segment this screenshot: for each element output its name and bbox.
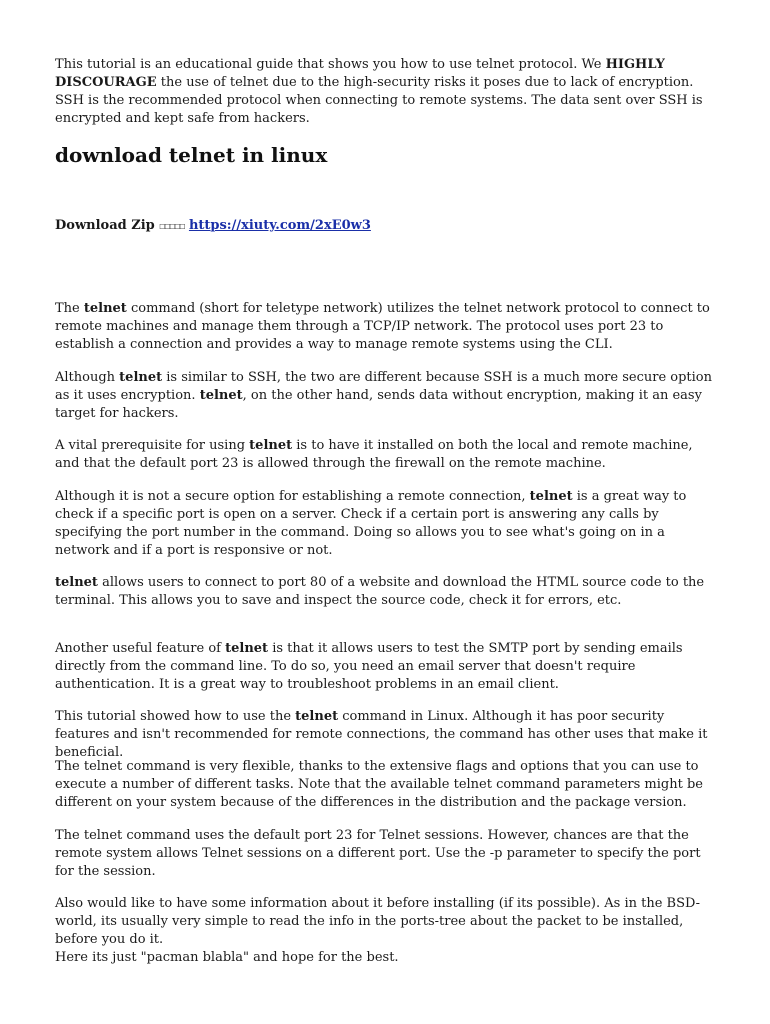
page-title: download telnet in linux xyxy=(55,143,328,167)
download-line xyxy=(55,217,720,236)
paragraph-flexibility: The telnet command is very flexible, thanks to the extensive flags and options that you can use to execute a number of different tasks. Note that the available telnet command parameters might be different on your system because of the differences in the distribution and the package version. xyxy=(55,759,703,810)
paragraph-telnet-intro: The telnet command (short for teletype network) utilizes the telnet network protocol to connect to remote machines and manage them through a TCP/IP network. The protocol uses port 23 to establish a connection and provides a way to manage remote systems using the CLI. xyxy=(55,301,710,352)
paragraph-summary: This tutorial showed how to use the telnet command in Linux. Although it has poor security features and isn't recommended for remote connections, the command has other uses that make it beneficial. xyxy=(55,709,708,760)
download-link[interactable]: https://xiuty.com/2xE0w3 xyxy=(188,218,371,233)
intro-emphasis: HIGHLY DISCOURAGE xyxy=(55,57,665,90)
paragraph-comment xyxy=(55,895,720,967)
paragraph-port-80: telnet allows users to connect to port 80 of a website and download the HTML source code to the terminal. This allows you to save and inspect the source code, check it for errors, etc. xyxy=(55,575,705,608)
paragraph-port-check: Although it is not a secure option for establishing a remote connection, telnet is a great way to check if a specific port is open on a server. Check if a certain port is answering any calls by specifying the port number in the command. Doing so allows you to see what's going on in a network and if a port is responsive or not. xyxy=(55,489,687,558)
paragraph-smtp: Another useful feature of telnet is that it allows users to test the SMTP port by sending emails directly from the command line. To do so, you need an email server that doesn't require authentication. It is a great way to troubleshoot problems in an email client. xyxy=(55,641,683,692)
comment-text-last: Here its just "pacman blabla" and hope for the best. xyxy=(55,950,399,965)
intro-paragraph xyxy=(55,56,720,128)
paragraph-prerequisite: A vital prerequisite for using telnet is to have it installed on both the local and remote machine, and that the default port 23 is allowed through the firewall on the remote machine. xyxy=(55,438,693,471)
intro-text-continued: the use of telnet due to the high-security risks it poses due to lack of encryption. SSH is the recommended protocol when connecting to remote systems. The data sent over SSH is encrypted and kept safe from hackers. xyxy=(55,75,703,126)
intro-text: This tutorial is an educational guide that shows you how to use telnet protocol. We xyxy=(55,57,606,72)
download-label: Download Zip xyxy=(55,218,155,233)
paragraph-ssh-comparison: Although telnet is similar to SSH, the two are different because SSH is a much more secure option as it uses encryption. telnet, on the other hand, sends data without encryption, making it an easy target for hackers. xyxy=(55,370,713,421)
comment-text: Also would like to have some information about it before installing (if its possible). As in the BSD-world, its usually very simple to read the info in the ports-tree about the packet to be installed, before you do it. xyxy=(55,896,701,947)
paragraph-default-port: The telnet command uses the default port 23 for Telnet sessions. However, chances are that the remote system allows Telnet sessions on a different port. Use the -p parameter to specify the port for the session. xyxy=(55,828,701,879)
placeholder-glyphs: ☐☐☐☐☐ xyxy=(159,221,185,232)
